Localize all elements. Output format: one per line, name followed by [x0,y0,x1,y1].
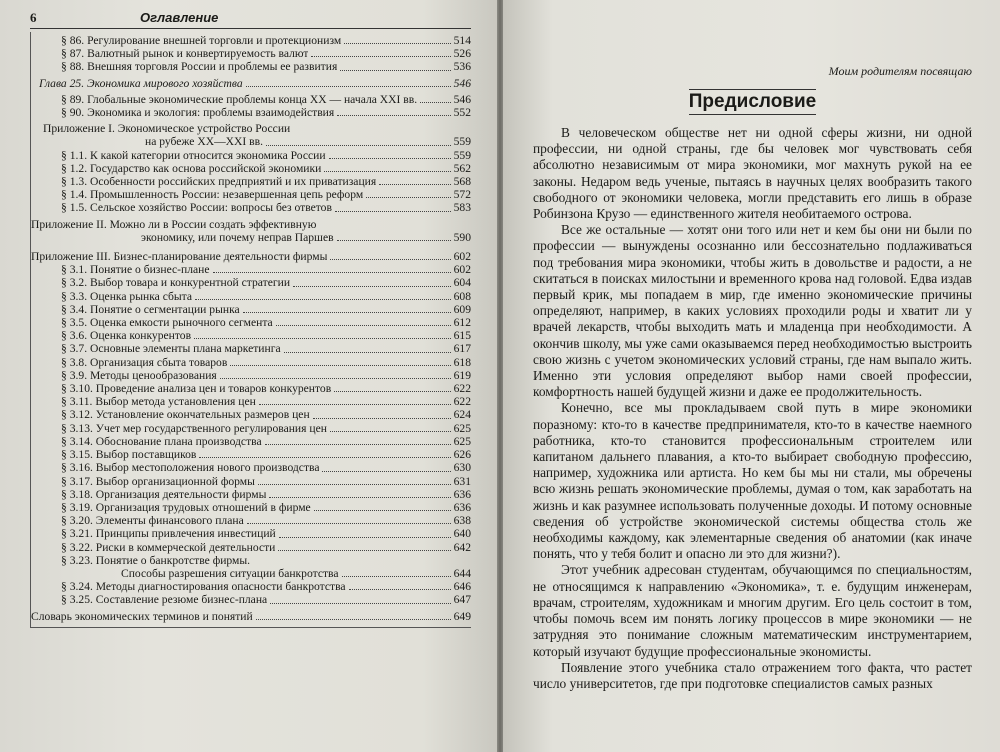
paragraph: Все же остальные — хотят они того или нет и кем бы они ни были по профессии — вынуждены осознанно или бессознательно подлаживаться под требования мира экономики, чтобы жить в довольстве и радости, а не скитаться в поисках милостыни и временного крова над головой. Едва издав первый крик, мы попадаем в мир, где именно экономические причины определяют, например, в каких условиях проходили роды и хватит ли у врачей лекарств, чтобы выходить мать и младенца при необходимости. А окончив школу, мы уже сами оказываемся перед необходимостью выстроить свою жизнь с учетом экономических условий страны, где нам выпало жить. Именно эти условия определяют выбор нами своей профессии, комфортность нашей будущей жизни и даже ее продолжительность. [533,222,972,400]
toc-entry: § 3.11. Выбор метода установления цен 622 [61,395,471,409]
toc-entry: § 3.4. Понятие о сегментации рынка 609 [61,302,471,316]
toc-entry: § 3.2. Выбор товара и конкурентной стратегии 604 [61,276,471,290]
toc-entry: § 3.19. Организация трудовых отношений в фирме 636 [61,500,471,514]
toc-entry: § 1.3. Особенности российских предприятий и их приватизация 568 [61,175,471,189]
toc-appendix: Приложение III. Бизнес-планирование деятельности фирмы 602 [31,250,471,264]
toc-entry: § 3.18. Организация деятельности фирмы 636 [61,487,471,501]
toc-entry: § 3.22. Риски в коммерческой деятельности 642 [61,540,471,554]
toc-entry: § 3.1. Понятие о бизнес-плане 602 [61,263,471,277]
page-title [533,89,972,115]
toc-entry: § 3.3. Оценка рынка сбыта 608 [61,289,471,303]
toc-entry: § 3.6. Оценка конкурентов 615 [61,329,471,343]
table-of-contents [30,32,471,628]
toc-chapter: Глава 25. Экономика мирового хозяйства 546 [39,76,471,90]
toc-entry: § 1.5. Сельское хозяйство России: вопросы без ответов 583 [61,201,471,215]
paragraph: Этот учебник адресован студентам, обучающимся по специальностям, не относящимся к направлению «Экономика», т. е. будущим инженерам, врачам, строителям, художникам и многим другим. Его цель состоит в том, чтобы помочь всем им понять логику процессов в мире экономики — не затрудняя это понимание сложным математическим инструментарием, который изучают будущие профессиональные экономисты. [533,562,972,659]
toc-entry: § 89. Глобальные экономические проблемы конца XX — начала XXI вв. 546 [61,92,471,106]
toc-entry: § 1.2. Государство как основа российской экономики 562 [61,161,471,175]
toc-entry: § 3.9. Методы ценообразования 619 [61,368,471,382]
paragraph: Конечно, все мы прокладываем свой путь в мире экономики поразному: кто-то в качестве предпринимателя, кто-то в качестве наемного работника, кто-то становится профессиональным строителем или капитаном дальнего плавания, а кто-то выбирает свободную профессию, например, художника или артиста. Но кем бы мы ни стали, мы обречены всю жизнь решать экономические проблемы, думая о том, как заработать на жизнь и как разумнее использовать полученные доходы. И потому основные сведения об устройстве экономической системы общества столь же необходимы каждому, как элементарные сведения об анатомии (как иначе понять, что у тебя болит и опасно ли это для жизни?). [533,400,972,562]
preface-body [533,125,972,692]
toc-appendix-cont: экономику, или почему неправ Паршев 590 [141,230,471,244]
toc-entry: § 90. Экономика и экология: проблемы взаимодействия 552 [61,106,471,120]
toc-entry: § 3.20. Элементы финансового плана 638 [61,514,471,528]
toc-entry: § 3.25. Составление резюме бизнес-плана 647 [61,593,471,607]
toc-entry: § 88. Внешняя торговля России и проблемы ее развития 536 [61,60,471,74]
toc-entry: § 3.15. Выбор поставщиков 626 [61,448,471,462]
right-page-preface [503,0,1000,752]
toc-entry: § 3.17. Выбор организационной формы 631 [61,474,471,488]
toc-entry: § 3.13. Учет мер государственного регулирования цен 625 [61,421,471,435]
toc-entry: § 3.16. Выбор местоположения нового производства 630 [61,461,471,475]
toc-entry: § 3.14. Обоснование плана производства 625 [61,434,471,448]
dedication: Моим родителям посвящаю [828,64,972,78]
toc-entry: § 3.12. Установление окончательных размеров цен 624 [61,408,471,422]
left-page-contents [0,0,497,752]
toc-glossary: Словарь экономических терминов и понятий 649 [31,609,471,623]
toc-entry: § 1.4. Промышленность России: незавершенная цепь реформ 572 [61,188,471,202]
toc-entry-cont: Способы разрешения ситуации банкротства 644 [121,566,471,580]
toc-entry: § 3.7. Основные элементы плана маркетинга 617 [61,342,471,356]
toc-entry: § 3.5. Оценка емкости рыночного сегмента 612 [61,316,471,330]
running-head [30,10,471,29]
toc-entry: § 3.21. Принципы привлечения инвестиций 640 [61,527,471,541]
page-number: 6 [30,10,37,25]
toc-entry: § 1.1. К какой категории относится экономика России 559 [61,148,471,162]
paragraph: В человеческом обществе нет ни одной сферы жизни, ни одной профессии, ни одной страны, где бы человек мог чувствовать себя абсолютно независимым от мира экономики, мог махнуть рукой на ее законы. Недаром ведь ученые, пытаясь в научных целях вообразить такого свободного от экономики человека, могли представить его лишь в образе Робинзона Крузо — единственного жителя необитаемого острова. [533,125,972,222]
toc-entry: § 86. Регулирование внешней торговли и протекционизм 514 [61,34,471,47]
paragraph: Появление этого учебника стало отражением того факта, что растет число университетов, где при подготовке специалистов самых разных [533,659,972,691]
toc-entry: § 3.23. Понятие о банкротстве фирмы. [61,553,251,567]
toc-entry: § 3.24. Методы диагностирования опасности банкротства 646 [61,580,471,594]
toc-entry: § 87. Валютный рынок и конвертируемость валют 526 [61,47,471,61]
running-head-title: Оглавление [140,10,219,25]
toc-appendix: Приложение I. Экономическое устройство России [43,122,291,136]
toc-entry: § 3.8. Организация сбыта товаров 618 [61,355,471,369]
toc-appendix-cont: на рубеже XX—XXI вв. 559 [145,135,471,149]
preface-heading: Предисловие [689,89,817,115]
toc-entry: § 3.10. Проведение анализа цен и товаров конкурентов 622 [61,382,471,396]
toc-appendix: Приложение II. Можно ли в России создать эффективную [31,217,317,231]
